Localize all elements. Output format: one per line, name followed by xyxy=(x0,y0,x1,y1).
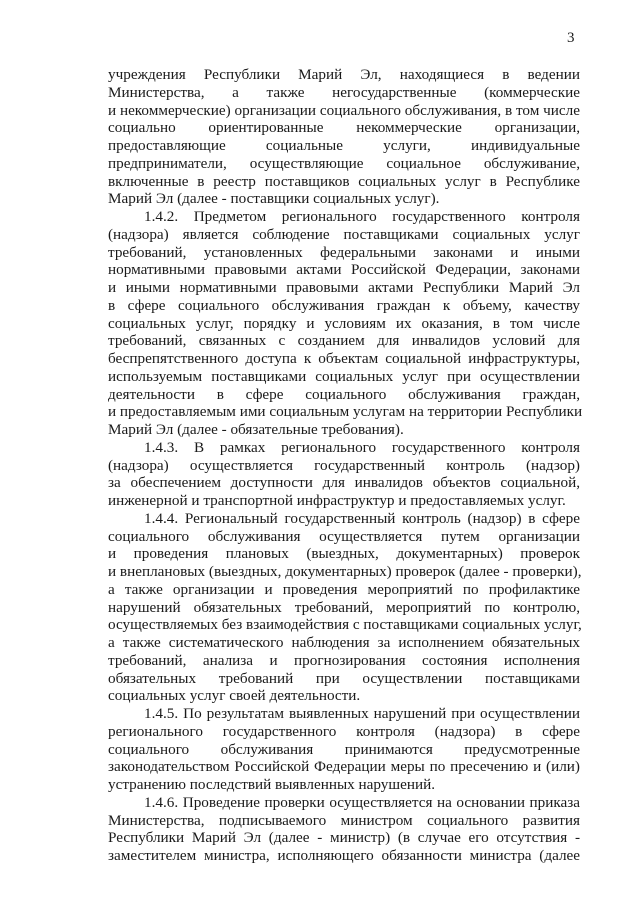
text-line: устранению последствий выявленных нарушений. xyxy=(108,776,436,793)
text-line: Республики Марий Эл (далее - министр) (в случае его отсутствия - xyxy=(108,829,580,847)
text-line: 1.4.3. В рамках регионального государственного контроля xyxy=(144,438,580,456)
text-line: нарушений обязательных требований, мероприятий по контролю, xyxy=(108,598,580,616)
text-line: предприниматели, осуществляющие социальное обслуживание, xyxy=(108,154,580,172)
text-line: осуществляемых без взаимодействия с поставщиками социальных услуг, xyxy=(108,616,582,634)
paragraph-1-4-6 xyxy=(108,794,580,865)
paragraph-1-4-3 xyxy=(108,439,580,510)
text-line: деятельности в сфере социального обслуживания граждан, xyxy=(108,385,580,403)
text-line: а также систематического наблюдения за исполнением обязательных xyxy=(108,634,580,651)
text-line: предоставляющие социальные услуги, индивидуальные xyxy=(108,137,580,154)
text-line: 1.4.2. Предметом регионального государственного контроля xyxy=(144,208,580,225)
text-line: 1.4.5. По результатам выявленных нарушений при осуществлении xyxy=(144,705,580,722)
text-line: социальных услуг, порядку и условиям их оказания, в том числе xyxy=(108,314,580,332)
paragraph-continuation xyxy=(108,66,580,208)
text-line: а также организации и проведения мероприятий по профилактике xyxy=(108,580,580,598)
text-line: (надзора) осуществляется государственный контроль (надзор) xyxy=(108,456,580,474)
text-line: социального обслуживания принимаются предусмотренные xyxy=(108,740,580,758)
text-line: Марий Эл (далее - обязательные требования). xyxy=(108,421,404,438)
document-body xyxy=(108,66,583,865)
text-line: Министерства, а также негосударственные (коммерческие xyxy=(108,83,580,101)
paragraph-1-4-4 xyxy=(108,510,580,705)
text-line: 1.4.6. Проведение проверки осуществляется на основании приказа xyxy=(144,793,580,811)
text-line: учреждения Республики Марий Эл, находящиеся в ведении xyxy=(108,66,580,83)
text-line: социальных услуг своей деятельности. xyxy=(108,687,361,705)
text-line: и иными нормативными правовыми актами Республики Марий Эл xyxy=(108,279,580,296)
text-line: и проведения плановых (выездных, документарных) проверок xyxy=(108,545,580,563)
text-line: социально ориентированные некоммерческие организации, xyxy=(108,119,580,137)
text-line: 1.4.4. Региональный государственный контроль (надзор) в сфере xyxy=(144,509,580,527)
text-line: требований, установленных федеральными законами и иными xyxy=(108,243,580,261)
text-line: регионального государственного контроля (надзора) в сфере xyxy=(108,722,580,740)
text-line: требований, анализа и прогнозирования состояния исполнения xyxy=(108,651,580,669)
text-line: социального обслуживания осуществляется путем организации xyxy=(108,527,580,545)
text-line: за обеспечением доступности для инвалидов объектов социальной, xyxy=(108,474,580,492)
text-line: законодательством Российской Федерации меры по пресечению и (или) xyxy=(108,758,580,776)
text-line: Марий Эл (далее - поставщики социальных услуг). xyxy=(108,190,440,208)
text-line: используемым поставщиками социальных услуг при осуществлении xyxy=(108,367,580,385)
page-number: 3 xyxy=(567,30,575,46)
text-line: и некоммерческие) организации социального обслуживания, в том числе xyxy=(108,101,580,119)
text-line: нормативными правовыми актами Российской Федерации, законами xyxy=(108,261,580,279)
text-line: в сфере социального обслуживания граждан к объему, качеству xyxy=(108,296,580,314)
text-line: требований, связанных с созданием для инвалидов условий для xyxy=(108,332,580,350)
text-line: и внеплановых (выездных, документарных) проверок (далее - проверки), xyxy=(108,563,582,580)
text-line: инженерной и транспортной инфраструктур и предоставляемых услуг. xyxy=(108,492,566,509)
text-line: (надзора) является соблюдение поставщиками социальных услуг xyxy=(108,225,580,243)
text-line: обязательных требований при осуществлении поставщиками xyxy=(108,669,580,687)
text-line: включенные в реестр поставщиков социальных услуг в Республике xyxy=(108,172,580,190)
paragraph-1-4-2 xyxy=(108,208,583,439)
text-line: и предоставляемым ими социальным услугам на территории Республики xyxy=(108,403,583,421)
text-line: заместителем министра, исполняющего обязанности министра (далее xyxy=(108,847,580,864)
text-line: Министерства, подписываемого министром социального развития xyxy=(108,811,580,829)
paragraph-1-4-5 xyxy=(108,705,580,794)
text-line: беспрепятственного доступа к объектам социальной инфраструктуры, xyxy=(108,350,580,367)
